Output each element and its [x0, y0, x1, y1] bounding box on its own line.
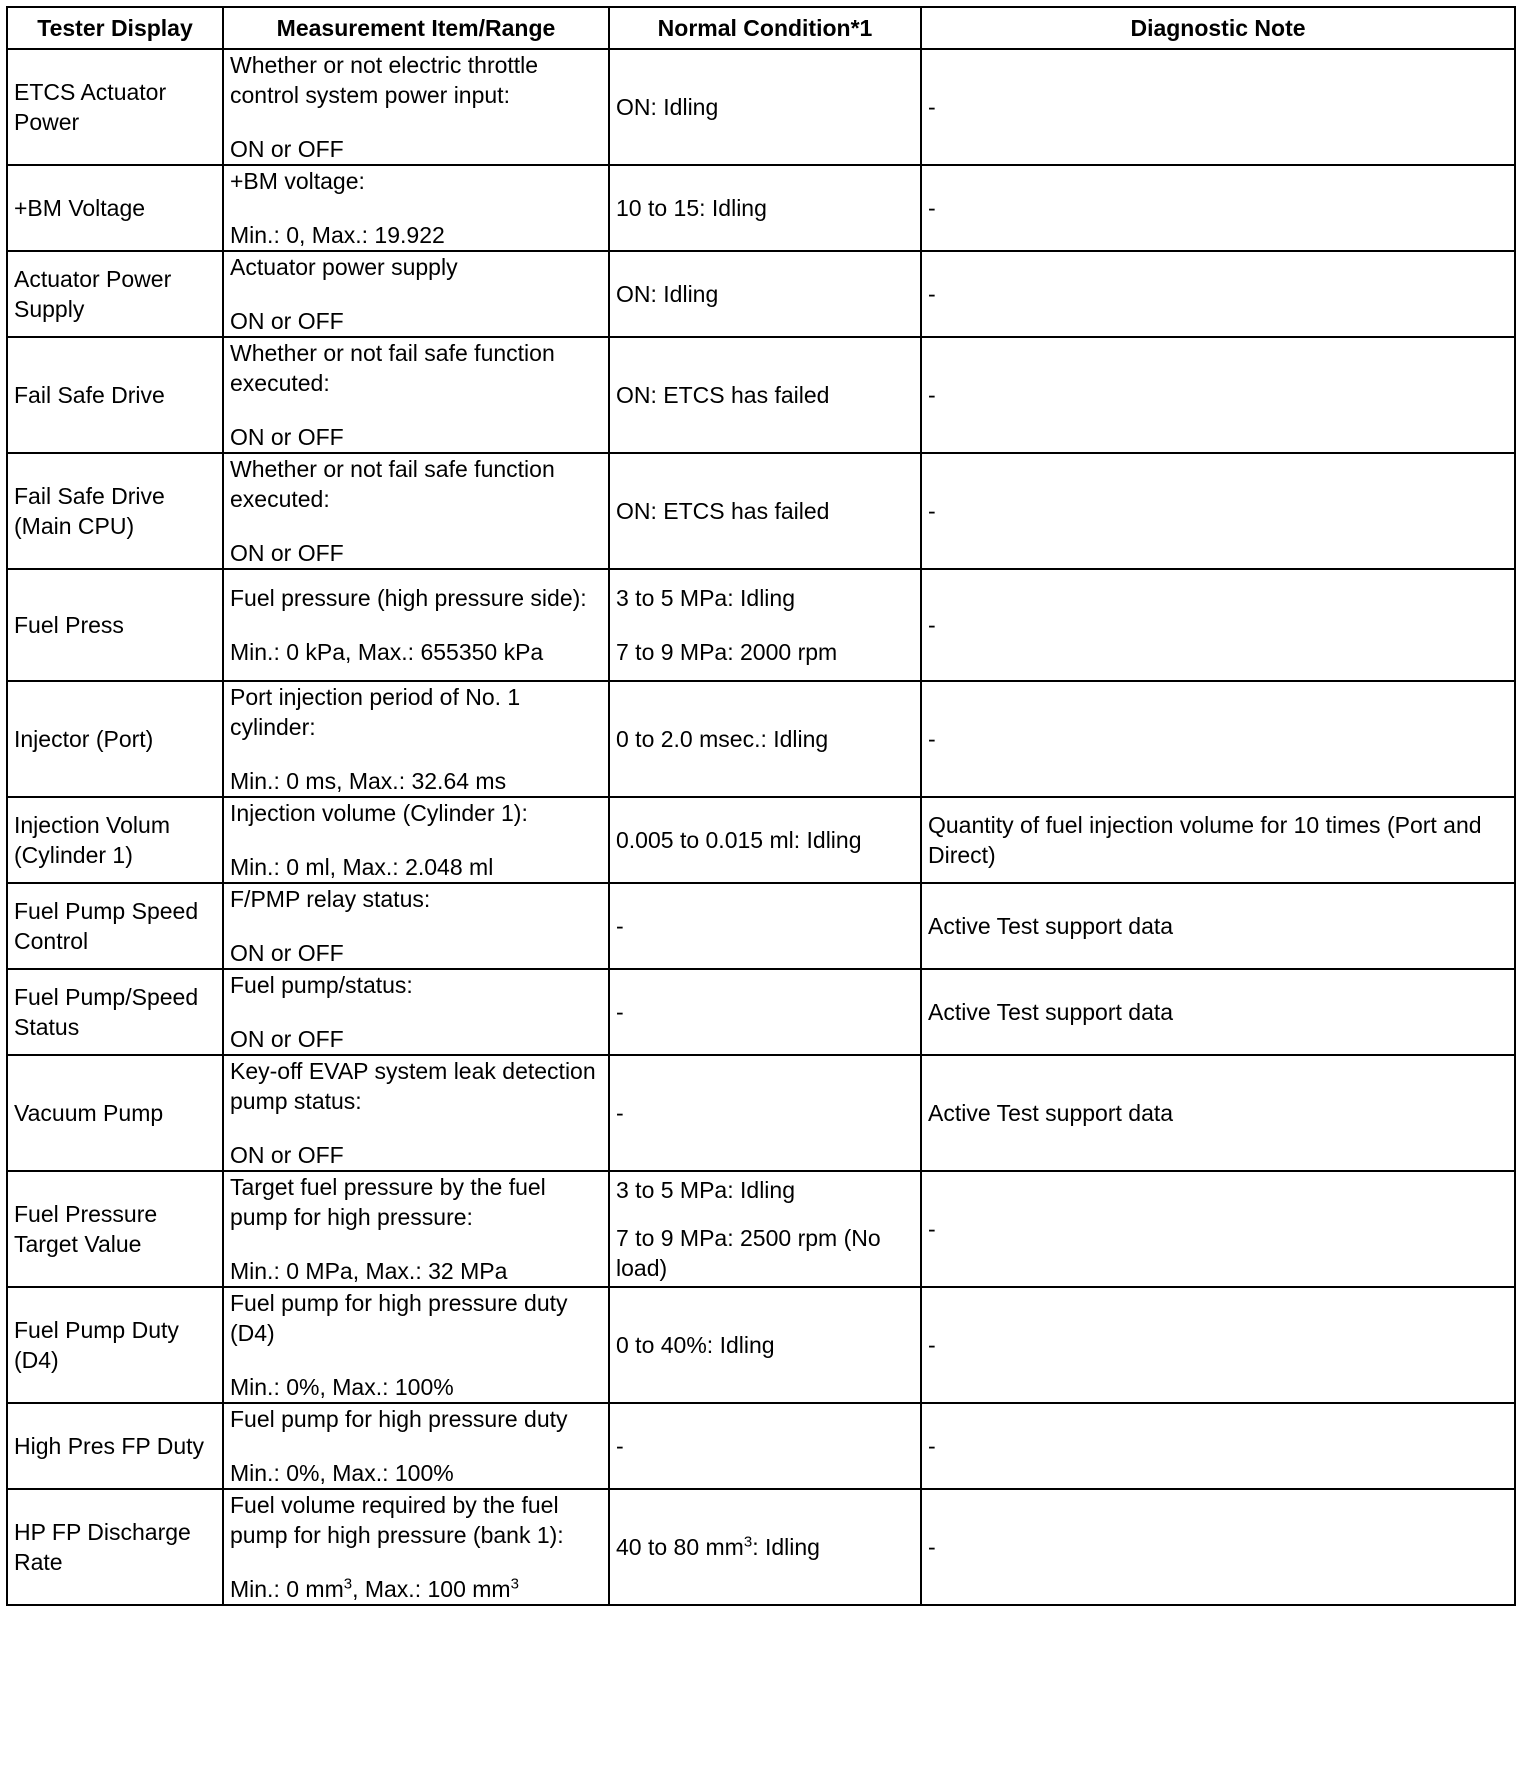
tester-display-cell: +BM Voltage [7, 165, 223, 251]
diagnostic-note-cell: - [921, 1171, 1515, 1287]
measurement-cell: Port injection period of No. 1 cylinder: Min.: 0 ms, Max.: 32.64 ms [223, 681, 609, 797]
measurement-cell: Whether or not electric throttle control system power input: ON or OFF [223, 49, 609, 165]
tester-display-cell: Injector (Port) [7, 681, 223, 797]
table-row [7, 1055, 1515, 1171]
normal-condition-cell: 3 to 5 MPa: Idling 7 to 9 MPa: 2000 rpm [609, 569, 921, 681]
tester-display-cell: HP FP Discharge Rate [7, 1489, 223, 1605]
table-row [7, 883, 1515, 969]
normal-condition-cell: - [609, 969, 921, 1055]
diagnostic-note-cell: - [921, 453, 1515, 569]
normal-condition-cell: 0 to 40%: Idling [609, 1287, 921, 1403]
tester-display-cell: Vacuum Pump [7, 1055, 223, 1171]
measurement-cell: Whether or not fail safe function executed: ON or OFF [223, 337, 609, 453]
table-row [7, 797, 1515, 883]
header-tester-display: Tester Display [7, 7, 223, 49]
tester-display-cell: Fail Safe Drive (Main CPU) [7, 453, 223, 569]
measurement-cell: F/PMP relay status: ON or OFF [223, 883, 609, 969]
measurement-cell: Fuel pump for high pressure duty (D4) Min.: 0%, Max.: 100% [223, 1287, 609, 1403]
header-normal-condition: Normal Condition*1 [609, 7, 921, 49]
tester-display-cell: Fuel Pump Duty (D4) [7, 1287, 223, 1403]
superscript: 3 [743, 1533, 753, 1551]
tester-display-cell: Fuel Pump Speed Control [7, 883, 223, 969]
table-row [7, 337, 1515, 453]
measurement-cell: Actuator power supply ON or OFF [223, 251, 609, 337]
measurement-cell: Fuel pressure (high pressure side): Min.: 0 kPa, Max.: 655350 kPa [223, 569, 609, 681]
diagnostic-note-cell: - [921, 251, 1515, 337]
normal-condition-cell: - [609, 1055, 921, 1171]
data-list-table-container [6, 6, 1514, 1606]
header-measurement-item: Measurement Item/Range [223, 7, 609, 49]
table-row [7, 165, 1515, 251]
diagnostic-note-cell: Active Test support data [921, 1055, 1515, 1171]
table-row [7, 1171, 1515, 1287]
normal-condition-cell: 10 to 15: Idling [609, 165, 921, 251]
tester-display-cell: High Pres FP Duty [7, 1403, 223, 1489]
tester-display-cell: Fuel Pump/Speed Status [7, 969, 223, 1055]
normal-condition-cell: ON: Idling [609, 49, 921, 165]
table-row [7, 1287, 1515, 1403]
tester-display-cell: ETCS Actuator Power [7, 49, 223, 165]
table-row [7, 681, 1515, 797]
normal-condition-cell: - [609, 1403, 921, 1489]
data-list-table [6, 6, 1516, 1606]
measurement-cell: Key-off EVAP system leak detection pump status: ON or OFF [223, 1055, 609, 1171]
normal-condition-cell: ON: Idling [609, 251, 921, 337]
diagnostic-note-cell: - [921, 1403, 1515, 1489]
normal-condition-cell: 0.005 to 0.015 ml: Idling [609, 797, 921, 883]
normal-condition-cell: 0 to 2.0 msec.: Idling [609, 681, 921, 797]
superscript: 3 [510, 1575, 519, 1593]
tester-display-cell: Fuel Press [7, 569, 223, 681]
normal-condition-cell: - [609, 883, 921, 969]
normal-condition-cell: ON: ETCS has failed [609, 453, 921, 569]
table-row [7, 251, 1515, 337]
measurement-cell: Injection volume (Cylinder 1): Min.: 0 ml, Max.: 2.048 ml [223, 797, 609, 883]
tester-display-cell: Actuator Power Supply [7, 251, 223, 337]
diagnostic-note-cell: - [921, 569, 1515, 681]
tester-display-cell: Fuel Pressure Target Value [7, 1171, 223, 1287]
normal-condition-cell: 3 to 5 MPa: Idling 7 to 9 MPa: 2500 rpm (No load) [609, 1171, 921, 1287]
normal-condition-cell: 40 to 80 $mm^3$: Idling [609, 1489, 921, 1605]
diagnostic-note-cell: - [921, 165, 1515, 251]
diagnostic-note-cell: - [921, 337, 1515, 453]
measurement-cell: Fuel pump/status: ON or OFF [223, 969, 609, 1055]
table-row [7, 969, 1515, 1055]
diagnostic-note-cell: - [921, 681, 1515, 797]
table-row [7, 1403, 1515, 1489]
measurement-cell: Target fuel pressure by the fuel pump for high pressure: Min.: 0 MPa, Max.: 32 MPa [223, 1171, 609, 1287]
header-diagnostic-note: Diagnostic Note [921, 7, 1515, 49]
table-row [7, 1489, 1515, 1605]
header-row [7, 7, 1515, 49]
measurement-cell: Fuel pump for high pressure duty Min.: 0%, Max.: 100% [223, 1403, 609, 1489]
measurement-cell: +BM voltage: Min.: 0, Max.: 19.922 [223, 165, 609, 251]
table-row [7, 49, 1515, 165]
table-row [7, 569, 1515, 681]
table-row [7, 453, 1515, 569]
diagnostic-note-cell: - [921, 1489, 1515, 1605]
tester-display-cell: Injection Volum (Cylinder 1) [7, 797, 223, 883]
normal-condition-cell: ON: ETCS has failed [609, 337, 921, 453]
diagnostic-note-cell: - [921, 1287, 1515, 1403]
diagnostic-note-cell: Quantity of fuel injection volume for 10 times (Port and Direct) [921, 797, 1515, 883]
diagnostic-note-cell: - [921, 49, 1515, 165]
diagnostic-note-cell: Active Test support data [921, 883, 1515, 969]
diagnostic-note-cell: Active Test support data [921, 969, 1515, 1055]
measurement-cell: Fuel volume required by the fuel pump for high pressure (bank 1): Min.: 0 $mm^3$, Max.: 100 $mm^3$ [223, 1489, 609, 1605]
superscript: 3 [343, 1575, 353, 1593]
tester-display-cell: Fail Safe Drive [7, 337, 223, 453]
measurement-cell: Whether or not fail safe function executed: ON or OFF [223, 453, 609, 569]
